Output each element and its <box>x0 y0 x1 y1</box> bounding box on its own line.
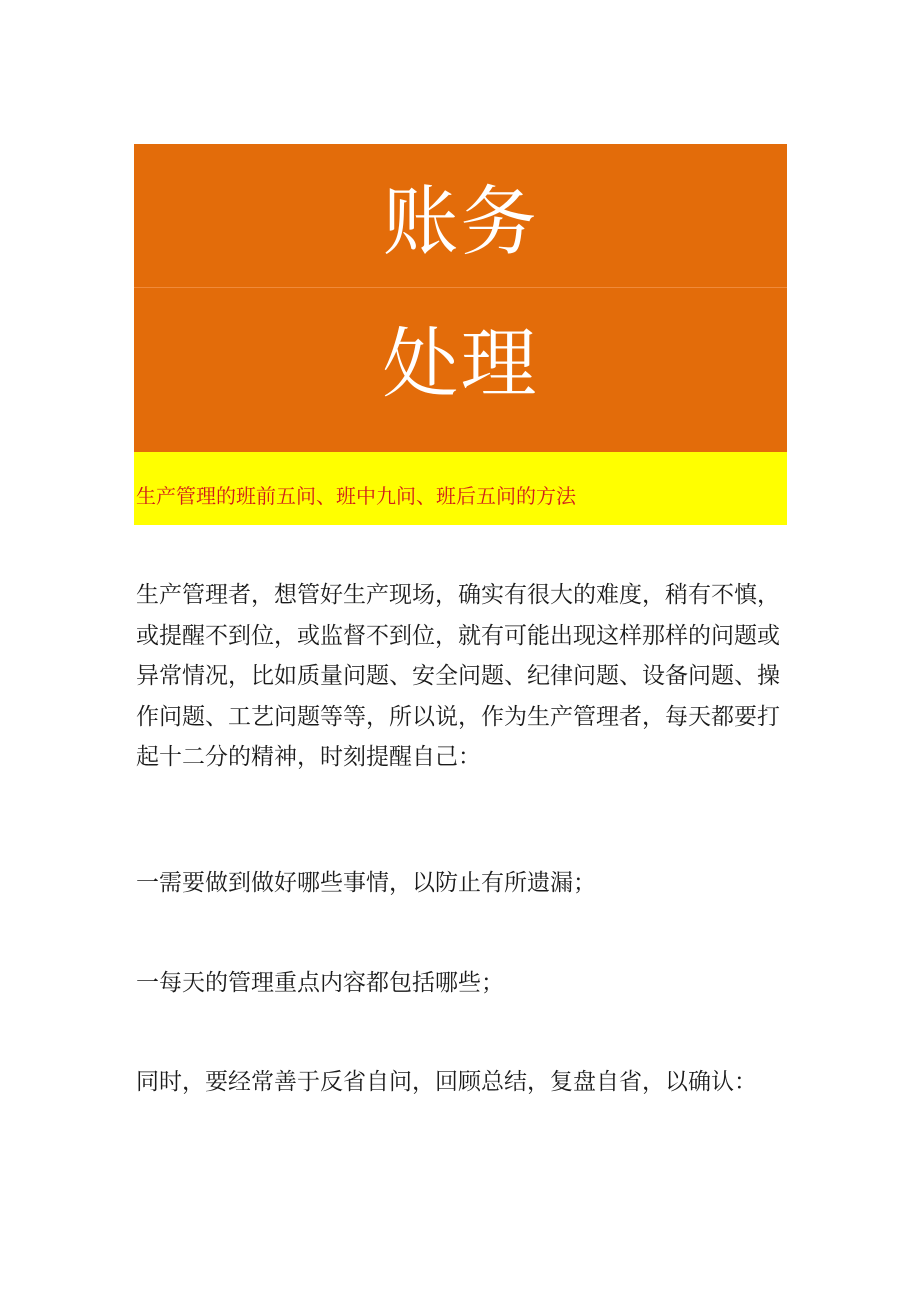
subtitle-banner <box>134 452 787 525</box>
title-banner <box>134 144 787 452</box>
reflection-paragraph: 同时，要经常善于反省自问，回顾总结，复盘自省，以确认： <box>136 1069 757 1095</box>
banner-divider <box>134 287 787 288</box>
list-item-tasks: 一需要做到做好哪些事情，以防止有所遗漏； <box>136 870 596 896</box>
title-line-2: 处理 <box>382 319 539 408</box>
subtitle-text: 生产管理的班前五问、班中九问、班后五问的方法 <box>136 484 576 508</box>
intro-paragraph: 生产管理者，想管好生产现场，确实有很大的难度，稍有不慎，或提醒不到位，或监督不到位，就有可能出现这样那样的问题或异常情况，比如质量问题、安全问题、纪律问题、设备问题、操作问题、工艺问题等等，所以说，作为生产管理者，每天都要打起十二分的精神，时刻提醒自己： <box>136 582 780 770</box>
list-item-focus: 一每天的管理重点内容都包括哪些； <box>136 970 504 996</box>
title-line-1: 账务 <box>382 177 539 266</box>
